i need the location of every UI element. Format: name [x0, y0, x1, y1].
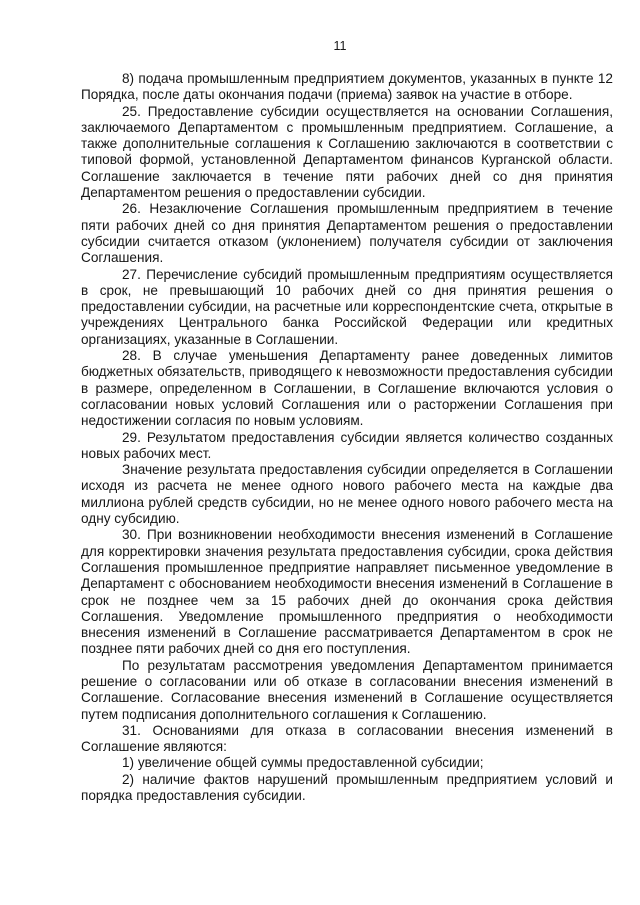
paragraph-ground-2: 2) наличие фактов нарушений промышленным предприятием условий и порядка предоставления субсидии.: [81, 771, 613, 804]
paragraph-clause-30: 30. При возникновении необходимости внесения изменений в Соглашение для корректировки значения результата предоставления субсидии, срока действия Соглашения промышленное предприятие направляет письменное уведомление в Департамент с обоснованием необходимости внесения изменений в Соглашение в срок не позднее чем за 15 рабочих дней до окончания срока действия Соглашения. Уведомление промышленного предприятия о необходимости внесения изменений в Соглашение рассматривается Департаментом в срок не позднее пяти рабочих дней со дня его поступления.: [81, 527, 613, 657]
paragraph-review-result: По результатам рассмотрения уведомления Департаментом принимается решение о согласовании или об отказе в согласовании внесения изменений в Соглашение. Согласование внесения изменений в Соглашение осуществляется путем подписания дополнительного соглашения к Соглашению.: [81, 657, 613, 722]
paragraph-clause-27: 27. Перечисление субсидий промышленным предприятиям осуществляется в срок, не превышающий 10 рабочих дней со дня принятия решения о предоставлении субсидии, на расчетные или корреспондентские счета, открытые в учреждениях Центрального банка Российской Федерации или кредитных организациях, указанные в Соглашении.: [81, 266, 613, 347]
paragraph-clause-28: 28. В случае уменьшения Департаменту ранее доведенных лимитов бюджетных обязательств, приводящего к невозможности предоставления субсидии в размере, определенном в Соглашении, в Соглашение включаются условия о согласовании новых условий Соглашения или о расторжении Соглашения при недостижении согласия по новым условиям.: [81, 348, 613, 429]
document-body: [81, 71, 613, 804]
paragraph-clause-31: 31. Основаниями для отказа в согласовании внесения изменений в Соглашение являются:: [81, 722, 613, 755]
page-number: 11: [333, 39, 347, 53]
paragraph-clause-29: 29. Результатом предоставления субсидии является количество созданных новых рабочих мест.: [81, 429, 613, 461]
paragraph-ground-1: 1) увеличение общей суммы предоставленной субсидии;: [122, 755, 484, 771]
paragraph-item-8: 8) подача промышленным предприятием документов, указанных в пункте 12 Порядка, после даты окончания подачи (приема) заявок на участие в отборе.: [81, 71, 613, 103]
paragraph-clause-26: 26. Незаключение Соглашения промышленным предприятием в течение пяти рабочих дней со дня принятия Департаментом решения о предоставлении субсидии считается отказом (уклонением) получателя субсидии от заключения Соглашения.: [81, 201, 613, 266]
paragraph-result-value: Значение результата предоставления субсидии определяется в Соглашении исходя из расчета не менее одного нового рабочего места на каждые два миллиона рублей средств субсидии, но не менее одного нового рабочего места на одну субсидию.: [81, 462, 613, 527]
paragraph-clause-25: 25. Предоставление субсидии осуществляется на основании Соглашения, заключаемого Департаментом с промышленным предприятием. Соглашение, а также дополнительные соглашения к Соглашению заключаются в соответствии с типовой формой, установленной Департаментом финансов Курганской области. Соглашение заключается в течение пяти рабочих дней со дня принятия Департаментом решения о предоставлении субсидии.: [81, 103, 613, 201]
